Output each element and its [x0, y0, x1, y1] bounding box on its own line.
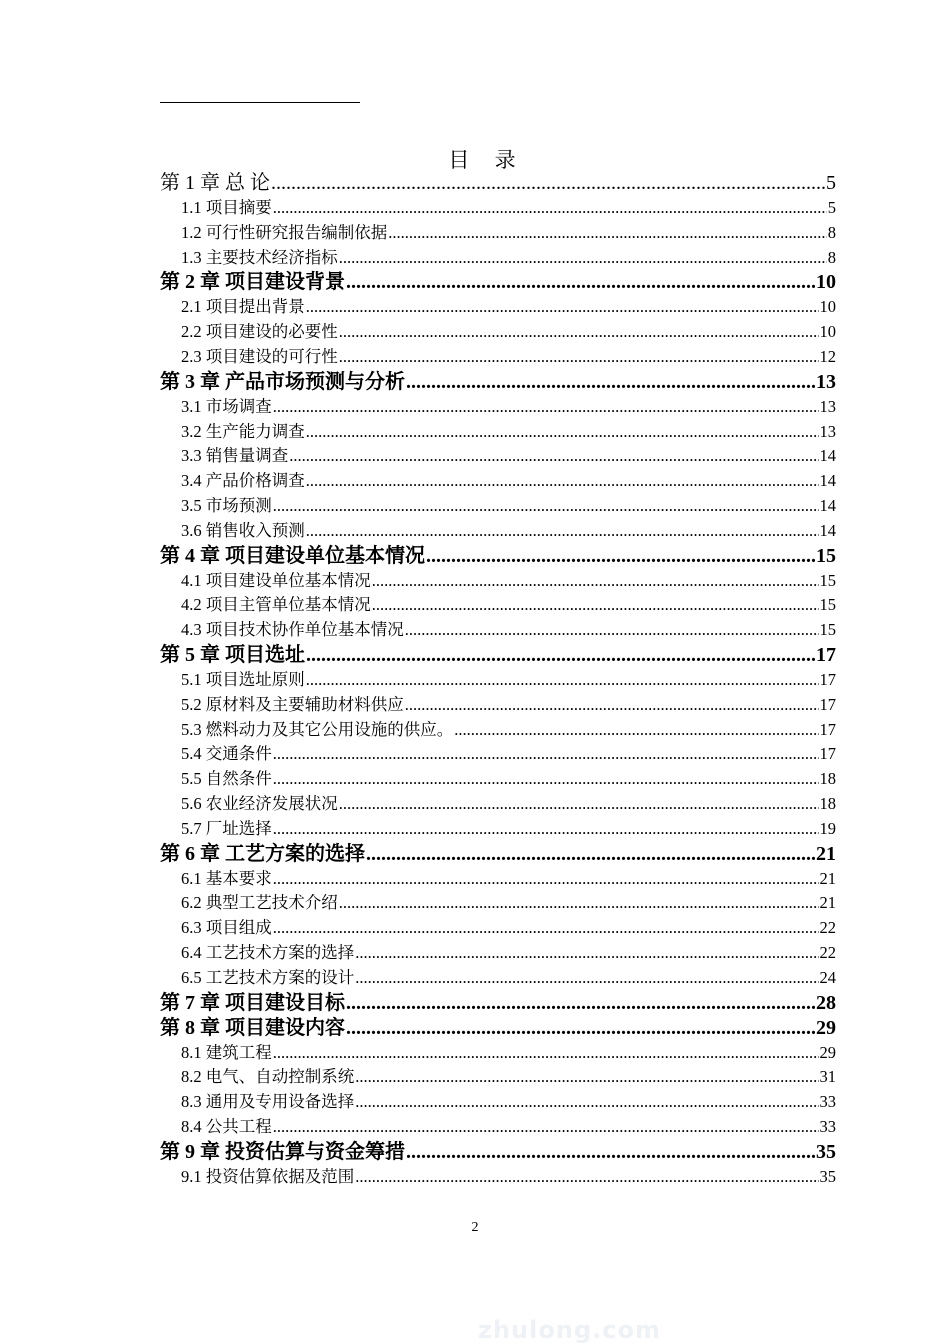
- toc-section-entry[interactable]: [160, 295, 836, 320]
- dot-leader: [406, 1140, 815, 1165]
- dot-leader: [339, 891, 819, 916]
- toc-entry-label: 5.4 交通条件: [181, 744, 272, 764]
- dot-leader: [426, 544, 815, 569]
- toc-entry-page: 29: [819, 1042, 836, 1062]
- toc-entry-label: 5.6 农业经济发展状况: [181, 793, 338, 813]
- toc-section-entry[interactable]: [160, 1165, 836, 1190]
- toc-entry-page: 14: [819, 495, 836, 515]
- toc-section-entry[interactable]: [160, 1090, 836, 1115]
- toc-section-entry[interactable]: [160, 569, 836, 594]
- toc-chapter-entry[interactable]: [160, 842, 836, 867]
- toc-entry-label: 第 9 章 投资估算与资金筹措: [160, 1140, 405, 1163]
- toc-entry-label: 8.1 建筑工程: [181, 1042, 272, 1062]
- dot-leader: [355, 941, 818, 966]
- dot-leader: [406, 370, 815, 395]
- dot-leader: [273, 742, 819, 767]
- toc-section-entry[interactable]: [160, 246, 836, 271]
- table-of-contents: [160, 171, 836, 1190]
- toc-section-entry[interactable]: [160, 320, 836, 345]
- toc-section-entry[interactable]: [160, 469, 836, 494]
- toc-entry-page: 17: [819, 669, 836, 689]
- toc-entry-label: 第 4 章 项目建设单位基本情况: [160, 544, 425, 567]
- toc-entry-page: 22: [819, 942, 836, 962]
- toc-entry-label: 6.1 基本要求: [181, 868, 272, 888]
- toc-entry-page: 14: [819, 520, 836, 540]
- dot-leader: [339, 320, 819, 345]
- toc-entry-page: 18: [819, 793, 836, 813]
- dot-leader: [405, 618, 819, 643]
- toc-title: 目 录: [448, 148, 526, 172]
- toc-entry-label: 5.7 厂址选择: [181, 818, 272, 838]
- dot-leader: [306, 469, 819, 494]
- toc-entry-page: 22: [819, 918, 836, 938]
- dot-leader: [405, 693, 819, 718]
- dot-leader: [273, 395, 819, 420]
- toc-entry-page: 33: [819, 1116, 836, 1136]
- toc-entry-page: 15: [816, 544, 836, 567]
- dot-leader: [388, 221, 827, 246]
- toc-entry-page: 35: [816, 1140, 836, 1163]
- toc-entry-page: 5: [827, 198, 836, 217]
- toc-entry-label: 6.3 项目组成: [181, 918, 272, 938]
- toc-entry-label: 6.4 工艺技术方案的选择: [181, 942, 355, 962]
- toc-entry-page: 10: [819, 297, 836, 317]
- dot-leader: [273, 767, 819, 792]
- dot-leader: [355, 1090, 818, 1115]
- toc-chapter-entry[interactable]: [160, 643, 836, 668]
- toc-entry-page: 13: [819, 396, 836, 416]
- toc-section-entry[interactable]: [160, 668, 836, 693]
- toc-entry-page: 31: [819, 1067, 836, 1087]
- dot-leader: [273, 1041, 819, 1066]
- dot-leader: [366, 842, 815, 867]
- toc-entry-label: 8.3 通用及专用设备选择: [181, 1092, 355, 1112]
- dot-leader: [306, 420, 819, 445]
- toc-entry-page: 17: [819, 719, 836, 739]
- dot-leader: [339, 345, 819, 370]
- dot-leader: [346, 1016, 815, 1041]
- toc-section-entry[interactable]: [160, 966, 836, 991]
- dot-leader: [306, 643, 815, 668]
- toc-entry-label: 第 1 章 总 论: [160, 172, 270, 194]
- toc-entry-label: 4.2 项目主管单位基本情况: [181, 595, 371, 615]
- toc-section-entry[interactable]: [160, 792, 836, 817]
- toc-entry-label: 第 8 章 项目建设内容: [160, 1016, 345, 1039]
- toc-section-entry[interactable]: [160, 1041, 836, 1066]
- toc-entry-page: 21: [816, 842, 836, 865]
- toc-entry-label: 3.4 产品价格调查: [181, 471, 305, 491]
- header-rule: [160, 102, 360, 103]
- toc-entry-page: 18: [819, 769, 836, 789]
- toc-entry-page: 28: [816, 991, 836, 1014]
- toc-section-entry[interactable]: [160, 444, 836, 469]
- toc-entry-page: 10: [819, 322, 836, 342]
- toc-entry-page: 15: [819, 595, 836, 615]
- toc-section-entry[interactable]: [160, 891, 836, 916]
- toc-section-entry[interactable]: [160, 1065, 836, 1090]
- dot-leader: [273, 196, 827, 221]
- toc-entry-page: 17: [819, 694, 836, 714]
- toc-section-entry[interactable]: [160, 221, 836, 246]
- toc-entry-label: 3.3 销售量调查: [181, 446, 289, 466]
- dot-leader: [372, 569, 819, 594]
- toc-entry-label: 6.5 工艺技术方案的设计: [181, 967, 355, 987]
- dot-leader: [273, 817, 819, 842]
- toc-entry-label: 第 5 章 项目选址: [160, 643, 305, 666]
- toc-chapter-entry[interactable]: [160, 1140, 836, 1165]
- dot-leader: [306, 519, 819, 544]
- toc-section-entry[interactable]: [160, 742, 836, 767]
- toc-section-entry[interactable]: [160, 618, 836, 643]
- toc-entry-label: 5.1 项目选址原则: [181, 669, 305, 689]
- dot-leader: [273, 1115, 819, 1140]
- toc-entry-page: 8: [827, 222, 836, 242]
- dot-leader: [339, 792, 819, 817]
- toc-entry-page: 14: [819, 446, 836, 466]
- dot-leader: [346, 991, 815, 1016]
- toc-section-entry[interactable]: [160, 693, 836, 718]
- toc-entry-page: 24: [819, 967, 836, 987]
- toc-entry-label: 第 3 章 产品市场预测与分析: [160, 370, 405, 393]
- toc-entry-page: 15: [819, 620, 836, 640]
- toc-entry-label: 3.2 生产能力调查: [181, 421, 305, 441]
- toc-entry-page: 21: [819, 893, 836, 913]
- dot-leader: [306, 295, 819, 320]
- toc-chapter-entry[interactable]: [160, 171, 836, 196]
- toc-entry-page: 29: [816, 1016, 836, 1039]
- toc-entry-page: 8: [827, 247, 836, 267]
- toc-entry-page: 19: [819, 818, 836, 838]
- dot-leader: [355, 966, 818, 991]
- toc-entry-label: 3.6 销售收入预测: [181, 520, 305, 540]
- toc-entry-page: 13: [816, 370, 836, 393]
- toc-entry-label: 2.2 项目建设的必要性: [181, 322, 338, 342]
- toc-entry-label: 9.1 投资估算依据及范围: [181, 1166, 355, 1186]
- toc-section-entry[interactable]: [160, 817, 836, 842]
- toc-entry-label: 1.1 项目摘要: [181, 198, 272, 217]
- dot-leader: [273, 867, 819, 892]
- toc-section-entry[interactable]: [160, 593, 836, 618]
- toc-section-entry[interactable]: [160, 345, 836, 370]
- dot-leader: [454, 718, 818, 743]
- toc-chapter-entry[interactable]: [160, 370, 836, 395]
- toc-entry-page: 17: [819, 744, 836, 764]
- toc-section-entry[interactable]: [160, 1115, 836, 1140]
- dot-leader: [355, 1165, 818, 1190]
- toc-entry-page: 5: [826, 172, 836, 194]
- dot-leader: [289, 444, 818, 469]
- toc-entry-page: 17: [816, 643, 836, 666]
- toc-section-entry[interactable]: [160, 718, 836, 743]
- page-number: 2: [471, 1220, 479, 1235]
- toc-entry-label: 第 2 章 项目建设背景: [160, 271, 345, 294]
- toc-entry-label: 5.5 自然条件: [181, 769, 272, 789]
- toc-entry-page: 13: [819, 421, 836, 441]
- toc-entry-label: 2.1 项目提出背景: [181, 297, 305, 317]
- toc-entry-label: 3.1 市场调查: [181, 396, 272, 416]
- toc-entry-label: 5.3 燃料动力及其它公用设施的供应。: [181, 719, 454, 739]
- dot-leader: [346, 270, 815, 295]
- toc-section-entry[interactable]: [160, 196, 836, 221]
- toc-entry-label: 1.3 主要技术经济指标: [181, 247, 338, 267]
- toc-section-entry[interactable]: [160, 941, 836, 966]
- toc-entry-page: 21: [819, 868, 836, 888]
- toc-entry-label: 5.2 原材料及主要辅助材料供应: [181, 694, 404, 714]
- toc-section-entry[interactable]: [160, 767, 836, 792]
- toc-section-entry[interactable]: [160, 519, 836, 544]
- toc-entry-label: 1.2 可行性研究报告编制依据: [181, 222, 388, 242]
- toc-entry-page: 15: [819, 570, 836, 590]
- toc-entry-label: 第 7 章 项目建设目标: [160, 991, 345, 1014]
- toc-section-entry[interactable]: [160, 494, 836, 519]
- toc-entry-label: 4.1 项目建设单位基本情况: [181, 570, 371, 590]
- dot-leader: [372, 593, 819, 618]
- toc-section-entry[interactable]: [160, 916, 836, 941]
- toc-chapter-entry[interactable]: [160, 544, 836, 569]
- toc-entry-label: 8.2 电气、自动控制系统: [181, 1067, 355, 1087]
- dot-leader: [273, 494, 819, 519]
- toc-entry-page: 35: [819, 1166, 836, 1186]
- toc-entry-label: 3.5 市场预测: [181, 495, 272, 515]
- toc-entry-label: 4.3 项目技术协作单位基本情况: [181, 620, 404, 640]
- toc-chapter-entry[interactable]: [160, 991, 836, 1016]
- toc-entry-page: 14: [819, 471, 836, 491]
- toc-chapter-entry[interactable]: [160, 1016, 836, 1041]
- dot-leader: [273, 916, 819, 941]
- toc-entry-label: 8.4 公共工程: [181, 1116, 272, 1136]
- toc-entry-label: 2.3 项目建设的可行性: [181, 346, 338, 366]
- toc-chapter-entry[interactable]: [160, 270, 836, 295]
- watermark: zhulong.com: [478, 1316, 661, 1344]
- dot-leader: [306, 668, 819, 693]
- toc-section-entry[interactable]: [160, 395, 836, 420]
- dot-leader: [339, 246, 827, 271]
- toc-entry-page: 33: [819, 1092, 836, 1112]
- dot-leader: [271, 171, 825, 196]
- toc-entry-label: 6.2 典型工艺技术介绍: [181, 893, 338, 913]
- toc-entry-page: 12: [819, 346, 836, 366]
- dot-leader: [355, 1065, 818, 1090]
- toc-entry-label: 第 6 章 工艺方案的选择: [160, 842, 365, 865]
- toc-entry-page: 10: [816, 271, 836, 294]
- toc-section-entry[interactable]: [160, 867, 836, 892]
- toc-section-entry[interactable]: [160, 420, 836, 445]
